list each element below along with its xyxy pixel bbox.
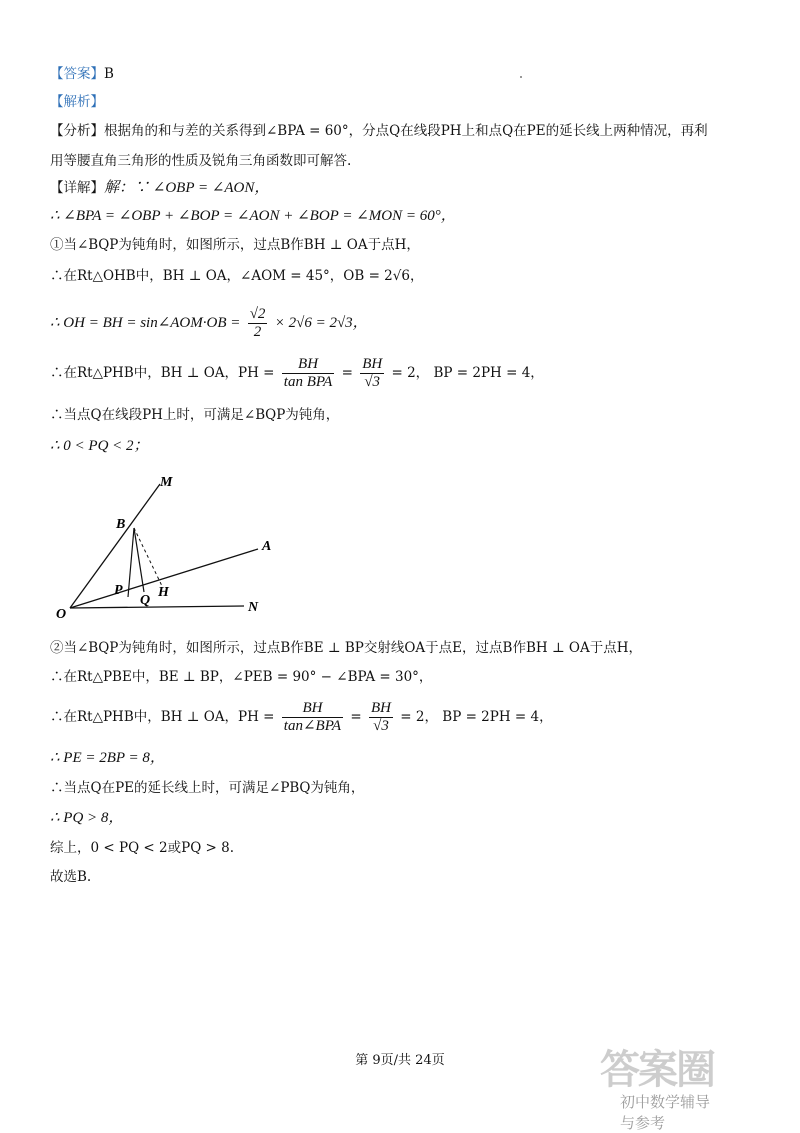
line11-frac2-num: BH [371, 700, 391, 716]
intro-line-2: 用等腰直角三角形的性质及锐角三角函数即可解答. [50, 153, 352, 169]
label-h: H [158, 585, 169, 600]
label-n: N [248, 600, 259, 615]
case2-line: ②当∠BQP为钝角时，如图所示，过点B作BE ⊥ BP交射线OA于点E，过点B作BH ⊥ OA于点H， [50, 640, 643, 656]
label-p: P [114, 583, 123, 598]
segment-bp [128, 528, 134, 597]
watermark [600, 1038, 714, 1132]
line6-frac2-den: √3 [364, 374, 381, 390]
line5-fraction [248, 306, 268, 341]
detail-line-12: ∴ PE = 2BP = 8， [50, 750, 165, 766]
answer-value: B [104, 66, 114, 82]
line11-fraction-1 [282, 700, 343, 735]
detail-line-13: ∴当点Q在PE的延长线上时，可满足∠PBQ为钝角， [50, 780, 365, 796]
detail-line-6 [50, 353, 544, 393]
line11-fraction-2 [369, 700, 393, 735]
line6-frac2-num: BH [362, 356, 383, 372]
case1-line: ①当∠BQP为钝角时，如图所示，过点B作BH ⊥ OA于点H， [50, 237, 420, 253]
detail-line-5 [50, 303, 368, 343]
line6-suffix: = 2， BP = 2PH = 4， [391, 365, 544, 381]
ray-on [70, 606, 244, 608]
analysis-tag: 【解析】 [50, 94, 104, 110]
detail-line-16: 故选B. [50, 869, 92, 885]
line11-prefix: ∴在Rt△PHB中，BH ⊥ OA，PH = [50, 709, 275, 725]
line6-frac1-num: BH [282, 356, 334, 374]
intro-line-1 [50, 121, 708, 141]
label-m: M [160, 475, 173, 490]
watermark-caption: 初中数学辅导与参考 [620, 1093, 711, 1132]
line6-fraction-1 [282, 356, 334, 391]
geometry-diagram [48, 468, 288, 628]
detail-line-14: ∴ PQ > 8， [50, 810, 124, 826]
line5-suffix: × 2√6 = 2√3， [274, 315, 368, 331]
line6-prefix: ∴在Rt△PHB中，BH ⊥ OA，PH = [50, 365, 275, 381]
page-footer: 第 9页/共 24页 [355, 1053, 445, 1068]
label-b: B [116, 517, 126, 532]
line5-frac-den: 2 [253, 324, 262, 340]
detail-line-11 [50, 697, 553, 737]
answer-line [50, 64, 114, 84]
answer-tag: 【答案】 [50, 66, 104, 82]
label-a: A [262, 539, 272, 554]
label-o: O [56, 607, 67, 622]
detail-line-10: ∴在Rt△PBE中，BE ⊥ BP，∠PEB = 90° − ∠BPA = 30°， [50, 669, 433, 685]
line6-frac1-den: tan BPA [283, 374, 333, 390]
line6-eq: = [341, 365, 353, 381]
segment-bq [134, 528, 144, 592]
detail-line-15: 综上，0 < PQ < 2或PQ > 8. [50, 840, 235, 856]
intro-text-1: 根据角的和与差的关系得到∠BPA = 60°，分点Q在线段PH上和点Q在PE的延长线上两种情况，再利 [104, 123, 708, 139]
dot-mark [520, 76, 522, 78]
detail-tag: 【详解】 [50, 180, 104, 196]
line11-frac1-den: tan∠BPA [283, 718, 342, 734]
line11-frac2-den: √3 [373, 718, 389, 734]
line11-suffix: = 2， BP = 2PH = 4， [400, 709, 553, 725]
detail-line-7: ∴当点Q在线段PH上时，可满足∠BQP为钝角， [50, 407, 340, 423]
detail-line-4: ∴在Rt△OHB中，BH ⊥ OA，∠AOM = 45°，OB = 2√6， [50, 268, 424, 284]
detail-line-1 [50, 178, 269, 198]
label-q: Q [140, 593, 151, 608]
line11-eq: = [350, 709, 362, 725]
detail-line-8: ∴ 0 < PQ < 2； [50, 438, 149, 454]
detail-line-2: ∴ ∠BPA = ∠OBP + ∠BOP = ∠AON + ∠BOP = ∠MON = 60°， [50, 208, 456, 224]
line5-frac-num: √2 [249, 306, 266, 322]
line11-frac1-num: BH [282, 700, 343, 718]
line5-prefix: ∴ OH = BH = sin∠AOM·OB = [50, 315, 241, 331]
line6-fraction-2 [360, 356, 384, 391]
detail-text-1: 解：∵ ∠OBP = ∠AON， [104, 180, 270, 196]
intro-tag: 【分析】 [50, 123, 104, 139]
watermark-logo: 答案圈 [600, 1047, 714, 1093]
